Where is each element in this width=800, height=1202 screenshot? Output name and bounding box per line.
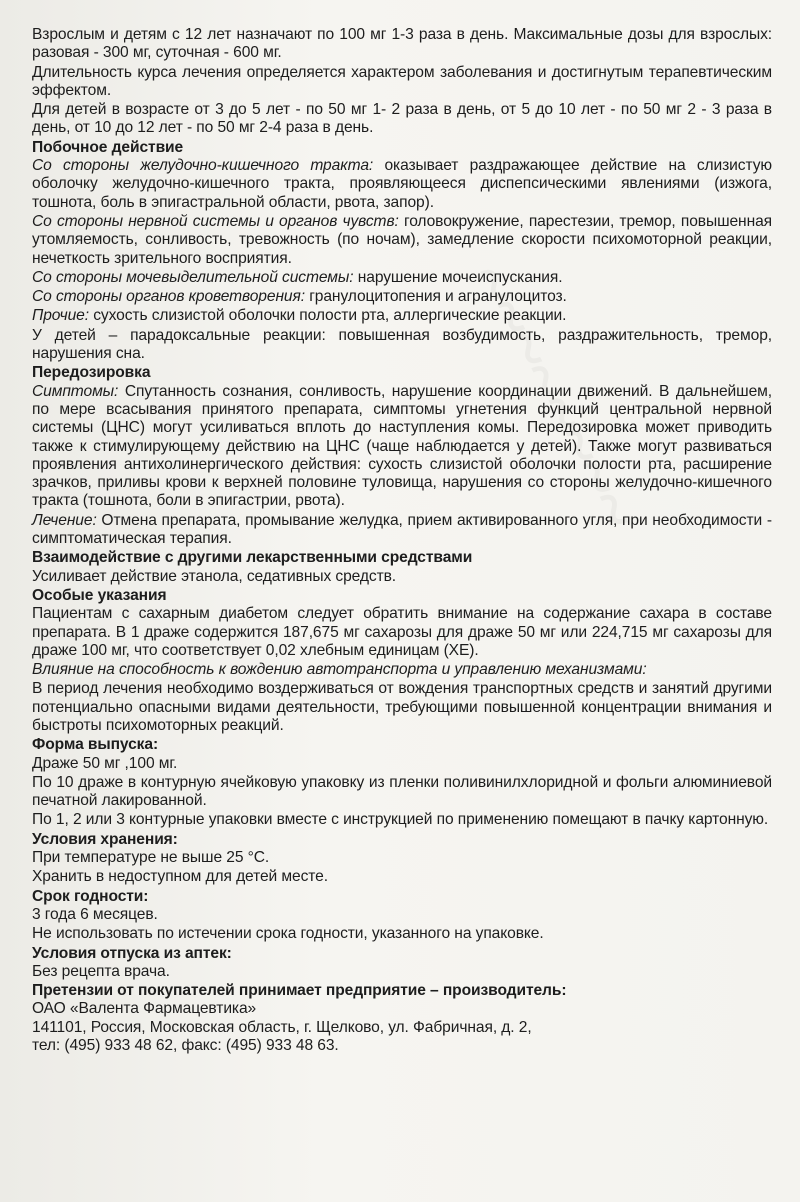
section-heading-manufacturer: Претензии от покупателей принимает предприятие – производитель:: [32, 982, 567, 1000]
manufacturer-address: 141101, Россия, Московская область, г. Щелково, ул. Фабричная, д. 2,: [32, 1018, 532, 1036]
dispensing-text: Без рецепта врача.: [32, 962, 170, 980]
section-heading-overdose: Передозировка: [32, 364, 151, 382]
special-driving-text: В период лечения необходимо воздерживаться от вождения транспортных средств и занятий другими потенциально опасными видами деятельности, требующими повышенной концентрации внимания и быстроты психомоторных реакций.: [32, 680, 772, 734]
manufacturer-phone: тел: (495) 933 48 62, факс: (495) 933 48 63.: [32, 1037, 339, 1055]
special-diabetes: Пациентам с сахарным диабетом следует обратить внимание на содержание сахара в составе препарата. В 1 драже содержится 187,675 мг сахарозы для драже 50 мг или 224,715 мг сахарозы для драже 100 мг, что соответствует 0,02 хлебным единицам (ХЕ).: [32, 605, 772, 659]
form-pack-blister: По 10 драже в контурную ячейковую упаковку из пленки поливинилхлоридной и фольги алюминиевой печатной лакированной.: [32, 773, 772, 810]
section-heading-side-effects: Побочное действие: [32, 138, 184, 156]
side-effect-gi: [32, 157, 772, 212]
overdose-symptoms-label: Симптомы:: [32, 382, 119, 400]
storage-temp: При температуре не выше 25 °С.: [32, 849, 270, 867]
side-effect-other-text: сухость слизистой оболочки полости рта, аллергические реакции.: [89, 307, 567, 325]
side-effect-cns: [32, 213, 772, 268]
side-effect-cns-text: головокружение, парестезии, тремор, повышенная утомляемость, сонливость, тревожность (по ночам), замедление скорости психомоторной реакции, нечеткость зрительного восприятия.: [32, 212, 772, 267]
shelf-period: 3 года 6 месяцев.: [32, 905, 158, 923]
manufacturer-name: ОАО «Валента Фармацевтика»: [32, 1000, 257, 1018]
overdose-treatment: [32, 512, 772, 549]
dosage-duration: Длительность курса лечения определяется характером заболевания и достигнутым терапевтическим эффектом.: [32, 63, 772, 99]
side-effect-other: [32, 307, 772, 325]
dosage-children: Для детей в возрасте от 3 до 5 лет - по 50 мг 1- 2 раза в день, от 5 до 10 лет - по 50 мг 2 - 3 раза в день, от 10 до 12 лет - по 50 мг 2-4 раза в день.: [32, 101, 772, 137]
side-effect-uro-label: Со стороны мочевыделительной системы:: [32, 268, 354, 286]
shelf-note: Не использовать по истечении срока годности, указанного на упаковке.: [32, 925, 544, 943]
side-effect-gi-label: Со стороны желудочно-кишечного тракта:: [32, 157, 374, 175]
side-effect-uro-text: нарушение мочеиспускания.: [353, 268, 563, 286]
section-heading-form: Форма выпуска:: [32, 736, 159, 754]
section-heading-dispensing: Условия отпуска из аптек:: [32, 944, 232, 962]
section-heading-storage: Условия хранения:: [32, 830, 178, 848]
instruction-text: [32, 26, 772, 1055]
overdose-symptoms-text: Спутанность сознания, сонливость, нарушение координации движений. В дальнейшем, по мере всасывания принятого препарата, симптомы угнетения функций центральной нервной системы (ЦНС) могут усиливаться вплоть до наступления комы. Передозировка может приводить также к стимулирующему действию на ЦНС (чаще наблюдается у детей). Также могут развиваться проявления антихолинергического действия: сухость слизистой оболочки полости рта, расширение зрачков, приливы крови к верхней половине туловища, нарушения со стороны желудочно-кишечного тракта (тошнота, боли в эпигастрии, рвота).: [32, 382, 772, 510]
side-effect-blood: [32, 288, 772, 306]
side-effect-uro: [32, 269, 772, 287]
special-driving-label: Влияние на способность к вождению автотранспорта и управлению механизмами:: [32, 661, 647, 679]
storage-children: Хранить в недоступном для детей месте.: [32, 868, 328, 886]
side-effect-other-label: Прочие:: [32, 307, 89, 325]
overdose-treatment-label: Лечение:: [32, 511, 97, 529]
section-heading-interaction: Взаимодействие с другими лекарственными средствами: [32, 549, 473, 567]
interaction-text: Усиливает действие этанола, седативных средств.: [32, 567, 397, 585]
side-effect-gi-text: оказывает раздражающее действие на слизистую оболочку желудочно-кишечного тракта, проявляющееся диспепсическими явлениями (изжога, тошнота, боль в эпигастральной области, рвота, запор).: [32, 157, 772, 211]
side-effect-blood-label: Со стороны органов кроветворения:: [32, 288, 305, 306]
section-heading-special: Особые указания: [32, 586, 167, 604]
side-effect-blood-text: гранулоцитопения и агранулоцитоз.: [304, 288, 567, 306]
side-effect-children: У детей – парадоксальные реакции: повышенная возбудимость, раздражительность, тремор, нарушения сна.: [32, 326, 772, 363]
overdose-symptoms: [32, 383, 772, 511]
side-effect-cns-label: Со стороны нервной системы и органов чувств:: [32, 212, 399, 230]
overdose-treatment-text: Отмена препарата, промывание желудка, прием активированного угля, при необходимости - симптоматическая терапия.: [32, 511, 772, 548]
form-doses: Драже 50 мг ,100 мг.: [32, 754, 178, 772]
form-pack-box: По 1, 2 или 3 контурные упаковки вместе с инструкцией по применению помещают в пачку картонную.: [32, 811, 769, 829]
section-heading-shelf-life: Срок годности:: [32, 887, 149, 905]
dosage-adults: Взрослым и детям с 12 лет назначают по 100 мг 1-3 раза в день. Максимальные дозы для взрослых: разовая - 300 мг, суточная - 600 мг.: [32, 26, 772, 62]
